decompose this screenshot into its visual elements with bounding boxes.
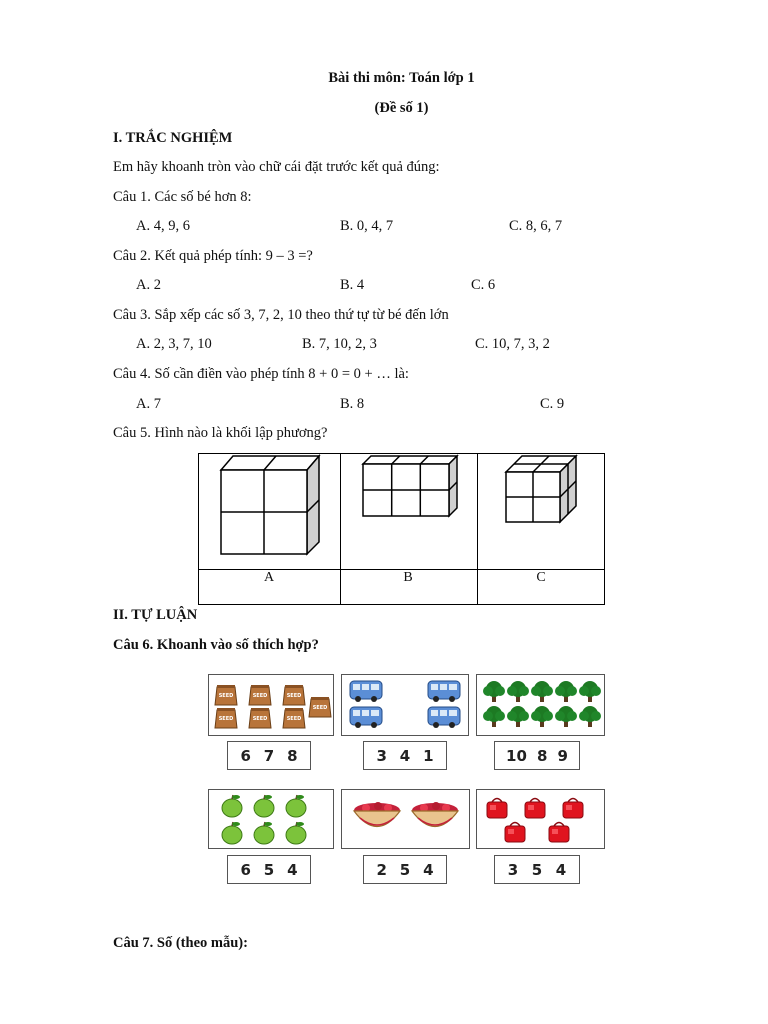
svg-text:SEED: SEED <box>286 693 302 699</box>
tree <box>483 706 505 727</box>
tree <box>555 681 577 702</box>
bus <box>428 681 460 702</box>
apple <box>286 822 306 844</box>
number-option[interactable]: 6 <box>240 746 251 765</box>
number-option[interactable]: 9 <box>557 746 568 765</box>
cube-label-b: B <box>403 570 413 585</box>
section-1-heading: I. TRẮC NGHIỆM <box>113 130 233 146</box>
tree <box>579 681 601 702</box>
red-bag <box>487 799 507 819</box>
number-option[interactable]: 4 <box>555 860 567 879</box>
seed-bag <box>215 685 237 705</box>
apple-icon <box>209 790 333 848</box>
q2-option-b[interactable]: B. 4 <box>340 277 365 293</box>
seed-bag <box>215 708 237 728</box>
picture-apples <box>208 789 334 849</box>
number-option[interactable]: 10 <box>506 746 527 765</box>
tree <box>555 706 577 727</box>
exam-number: (Đề số 1) <box>374 100 429 116</box>
q1-option-a[interactable]: A. 4, 9, 6 <box>136 218 190 234</box>
picture-red-bags <box>476 789 605 849</box>
q4-option-c[interactable]: C. 9 <box>540 396 565 412</box>
picture-fruit-bowls <box>341 789 470 849</box>
number-option[interactable]: 4 <box>399 746 411 765</box>
question-1: Câu 1. Các số bé hơn 8: <box>113 189 252 205</box>
tree <box>483 681 505 702</box>
question-4: Câu 4. Số cần điền vào phép tính 8 + 0 = 0 + … là: <box>113 366 409 382</box>
table-divider <box>340 454 341 604</box>
seed-bag <box>309 697 331 717</box>
picture-seed-bags <box>208 674 334 736</box>
apple <box>254 822 274 844</box>
picture-buses <box>341 674 469 736</box>
number-choices[interactable] <box>363 741 447 770</box>
q4-option-a[interactable]: A. 7 <box>136 396 161 412</box>
fruit-bowl-icon <box>342 790 469 848</box>
bus <box>350 707 382 728</box>
red-bag <box>525 799 545 819</box>
question-2: Câu 2. Kết quả phép tính: 9 – 3 =? <box>113 248 313 264</box>
q4-option-b[interactable]: B. 8 <box>340 396 365 412</box>
bus-icon <box>342 675 468 735</box>
number-choices[interactable] <box>363 855 447 884</box>
number-option[interactable]: 2 <box>376 860 387 879</box>
number-option[interactable]: 8 <box>536 746 548 765</box>
seed-bag <box>283 685 305 705</box>
seed-bag-icon <box>215 683 330 731</box>
number-choices[interactable] <box>227 855 311 884</box>
page-title: Bài thi môn: Toán lớp 1 <box>328 70 475 86</box>
q3-option-b[interactable]: B. 7, 10, 2, 3 <box>302 336 377 352</box>
question-3: Câu 3. Sắp xếp các số 3, 7, 2, 10 theo thứ tự từ bé đến lớn <box>113 307 449 323</box>
red-bag <box>505 823 525 843</box>
tree-icon <box>477 675 604 735</box>
question-6: Câu 6. Khoanh vào số thích hợp? <box>113 637 319 653</box>
number-option[interactable]: 1 <box>423 746 434 765</box>
tree <box>507 706 529 727</box>
q3-option-a[interactable]: A. 2, 3, 7, 10 <box>136 336 212 352</box>
fruit-bowl <box>412 802 458 827</box>
apple <box>222 795 242 817</box>
svg-text:SEED: SEED <box>218 716 234 722</box>
q2-option-a[interactable]: A. 2 <box>136 277 161 293</box>
instruction-text: Em hãy khoanh tròn vào chữ cái đặt trước kết quả đúng: <box>113 159 440 175</box>
tree <box>531 706 553 727</box>
number-choices[interactable] <box>227 741 311 770</box>
svg-text:SEED: SEED <box>252 693 268 699</box>
svg-text:SEED: SEED <box>218 693 234 699</box>
number-option[interactable]: 5 <box>531 860 543 879</box>
svg-text:SEED: SEED <box>252 716 268 722</box>
q2-option-c[interactable]: C. 6 <box>471 277 496 293</box>
number-option[interactable]: 4 <box>423 860 434 879</box>
section-2-heading: II. TỰ LUẬN <box>113 607 198 623</box>
tree <box>507 681 529 702</box>
number-option[interactable]: 7 <box>263 746 275 765</box>
cube-figure-c[interactable] <box>504 454 584 526</box>
tree <box>531 681 553 702</box>
cube-figure-a[interactable] <box>219 454 329 564</box>
number-choices[interactable] <box>494 855 580 884</box>
q3-option-c[interactable]: C. 10, 7, 3, 2 <box>475 336 550 352</box>
number-option[interactable]: 5 <box>263 860 275 879</box>
question-5: Câu 5. Hình nào là khối lập phương? <box>113 425 328 441</box>
table-divider <box>477 454 478 604</box>
seed-bag <box>249 685 271 705</box>
cube-label-a: A <box>263 570 275 585</box>
question-7: Câu 7. Số (theo mẫu): <box>113 935 248 951</box>
number-option[interactable]: 3 <box>507 860 519 879</box>
apple <box>254 795 274 817</box>
picture-trees <box>476 674 605 736</box>
svg-text:SEED: SEED <box>286 716 302 722</box>
bus <box>350 681 382 702</box>
seed-bag <box>283 708 305 728</box>
number-option[interactable]: 6 <box>240 860 251 879</box>
bus <box>428 707 460 728</box>
number-option[interactable]: 4 <box>287 860 298 879</box>
tree <box>579 706 601 727</box>
apple <box>286 795 306 817</box>
red-bag-icon <box>477 790 604 848</box>
number-option[interactable]: 3 <box>376 746 387 765</box>
red-bag <box>563 799 583 819</box>
number-choices[interactable] <box>494 741 580 770</box>
q1-option-c[interactable]: C. 8, 6, 7 <box>509 218 563 234</box>
red-bag <box>549 823 569 843</box>
cube-label-c: C <box>536 570 546 585</box>
number-option[interactable]: 5 <box>399 860 411 879</box>
svg-text:SEED: SEED <box>312 705 328 711</box>
cube-figure-b[interactable] <box>361 454 461 524</box>
cube-table <box>198 453 605 605</box>
q1-option-b[interactable]: B. 0, 4, 7 <box>340 218 394 234</box>
seed-bag <box>249 708 271 728</box>
apple <box>222 822 242 844</box>
fruit-bowl <box>354 802 400 827</box>
number-option[interactable]: 8 <box>287 746 298 765</box>
